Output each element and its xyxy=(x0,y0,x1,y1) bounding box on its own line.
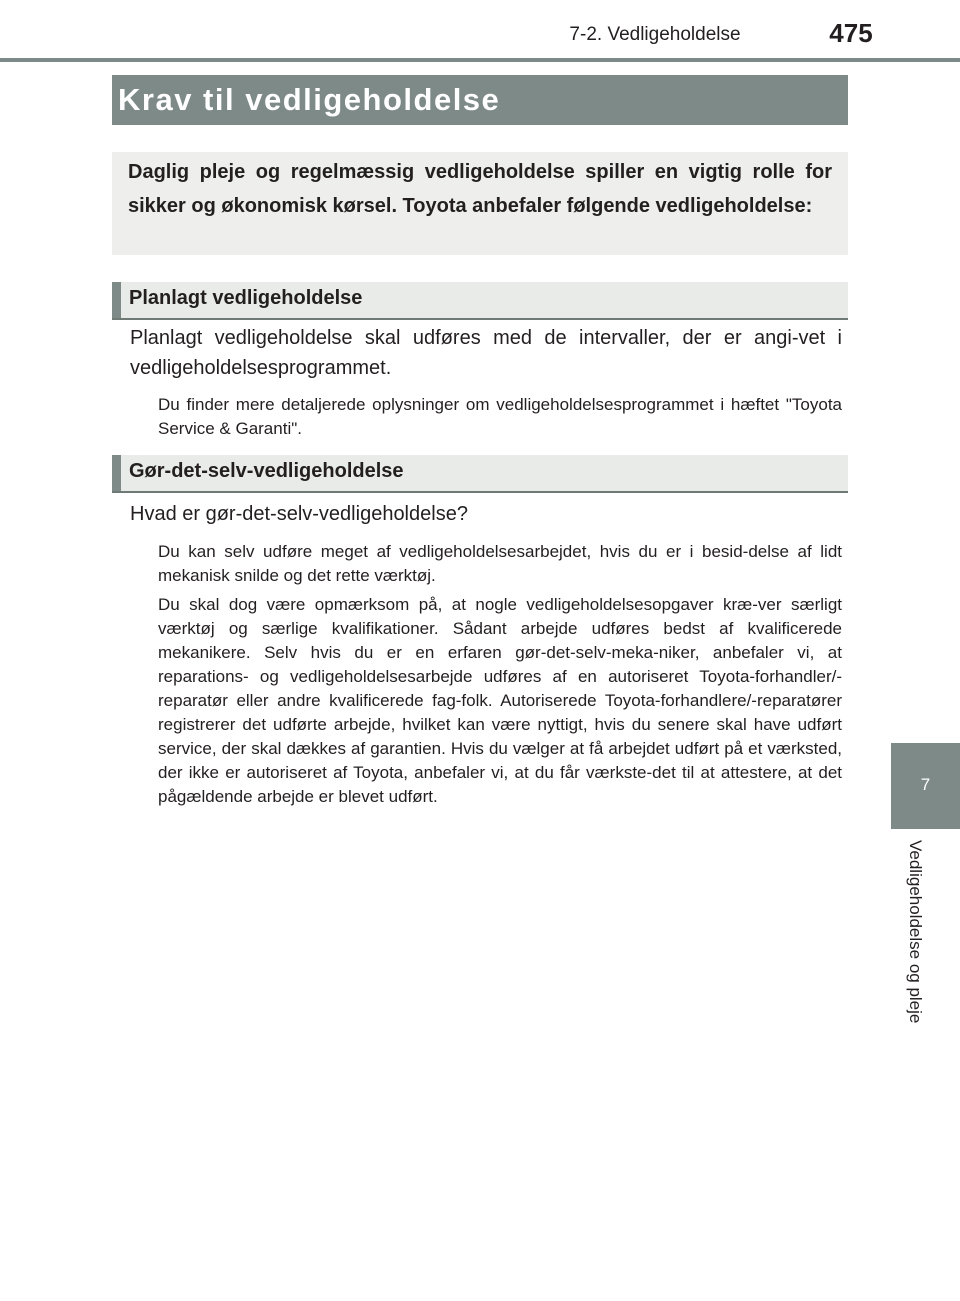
chapter-tab xyxy=(891,743,960,829)
diy-sub-text-2: Du skal dog være opmærksom på, at nogle vedligeholdelsesopgaver kræ-ver særligt værktøj og særlige kvalifikationer. Sådant arbejde udføres bedst af kvalificerede mekanikere. Selv hvis du er en erfaren gør-det-selv-meka-niker, anbefaler vi, at reparations- og vedligeholdelsesarbejde udføres af en autoriseret Toyota-forhandler/-reparatør eller andre kvalificerede fag-folk. Autoriserede Toyota-forhandlere/-reparatører registrerer det udførte arbejde, hvilket kan være nyttigt, hvis du senere skal have udført service, der skal dækkes af garantien. Hvis du vælger at få arbejdet udført på et værksted, der ikke er autoriseret af Toyota, anbefaler vi, at du får værkste-det til at attestere, at det pågældende arbejde er blevet udført. xyxy=(158,595,842,806)
header-section-title: 7-2. Vedligeholdelse xyxy=(569,24,741,45)
page-header xyxy=(0,0,960,60)
page-number: 475 xyxy=(829,18,873,48)
planned-sub-text: Du finder mere detaljerede oplysninger om vedligeholdelsesprogrammet i hæftet "Toyota Service & Garanti". xyxy=(158,395,842,438)
diy-sub-text-1: Du kan selv udføre meget af vedligeholdelsesarbejdet, hvis du er i besid-delse af lidt mekanisk snilde og det rette værktøj. xyxy=(158,542,842,585)
header-divider xyxy=(0,58,960,62)
section-heading-planned xyxy=(112,282,848,320)
chapter-title-bar xyxy=(112,75,848,125)
intro-box xyxy=(112,152,848,255)
page-title: Krav til vedligeholdelse xyxy=(118,82,501,117)
chapter-number: 7 xyxy=(920,775,931,794)
section-heading-label: Planlagt vedligeholdelse xyxy=(129,287,363,309)
intro-text: Daglig pleje og regelmæssig vedligeholdelse spiller en vigtig rolle for sikker og økonomisk kørsel. Toyota anbefaler følgende vedligeholdelse: xyxy=(128,161,832,217)
chapter-side-label-wrap xyxy=(891,840,960,1060)
diy-main-text: Hvad er gør-det-selv-vedligeholdelse? xyxy=(130,503,468,525)
section-heading-label: Gør-det-selv-vedligeholdelse xyxy=(129,460,404,482)
section-heading-accent xyxy=(112,455,121,491)
section-heading-accent xyxy=(112,282,121,318)
chapter-side-label: Vedligeholdelse og pleje xyxy=(906,840,925,1024)
planned-main-text: Planlagt vedligeholdelse skal udføres med de intervaller, der er angi-vet i vedligeholdelsesprogrammet. xyxy=(130,327,842,379)
section-heading-diy xyxy=(112,455,848,493)
